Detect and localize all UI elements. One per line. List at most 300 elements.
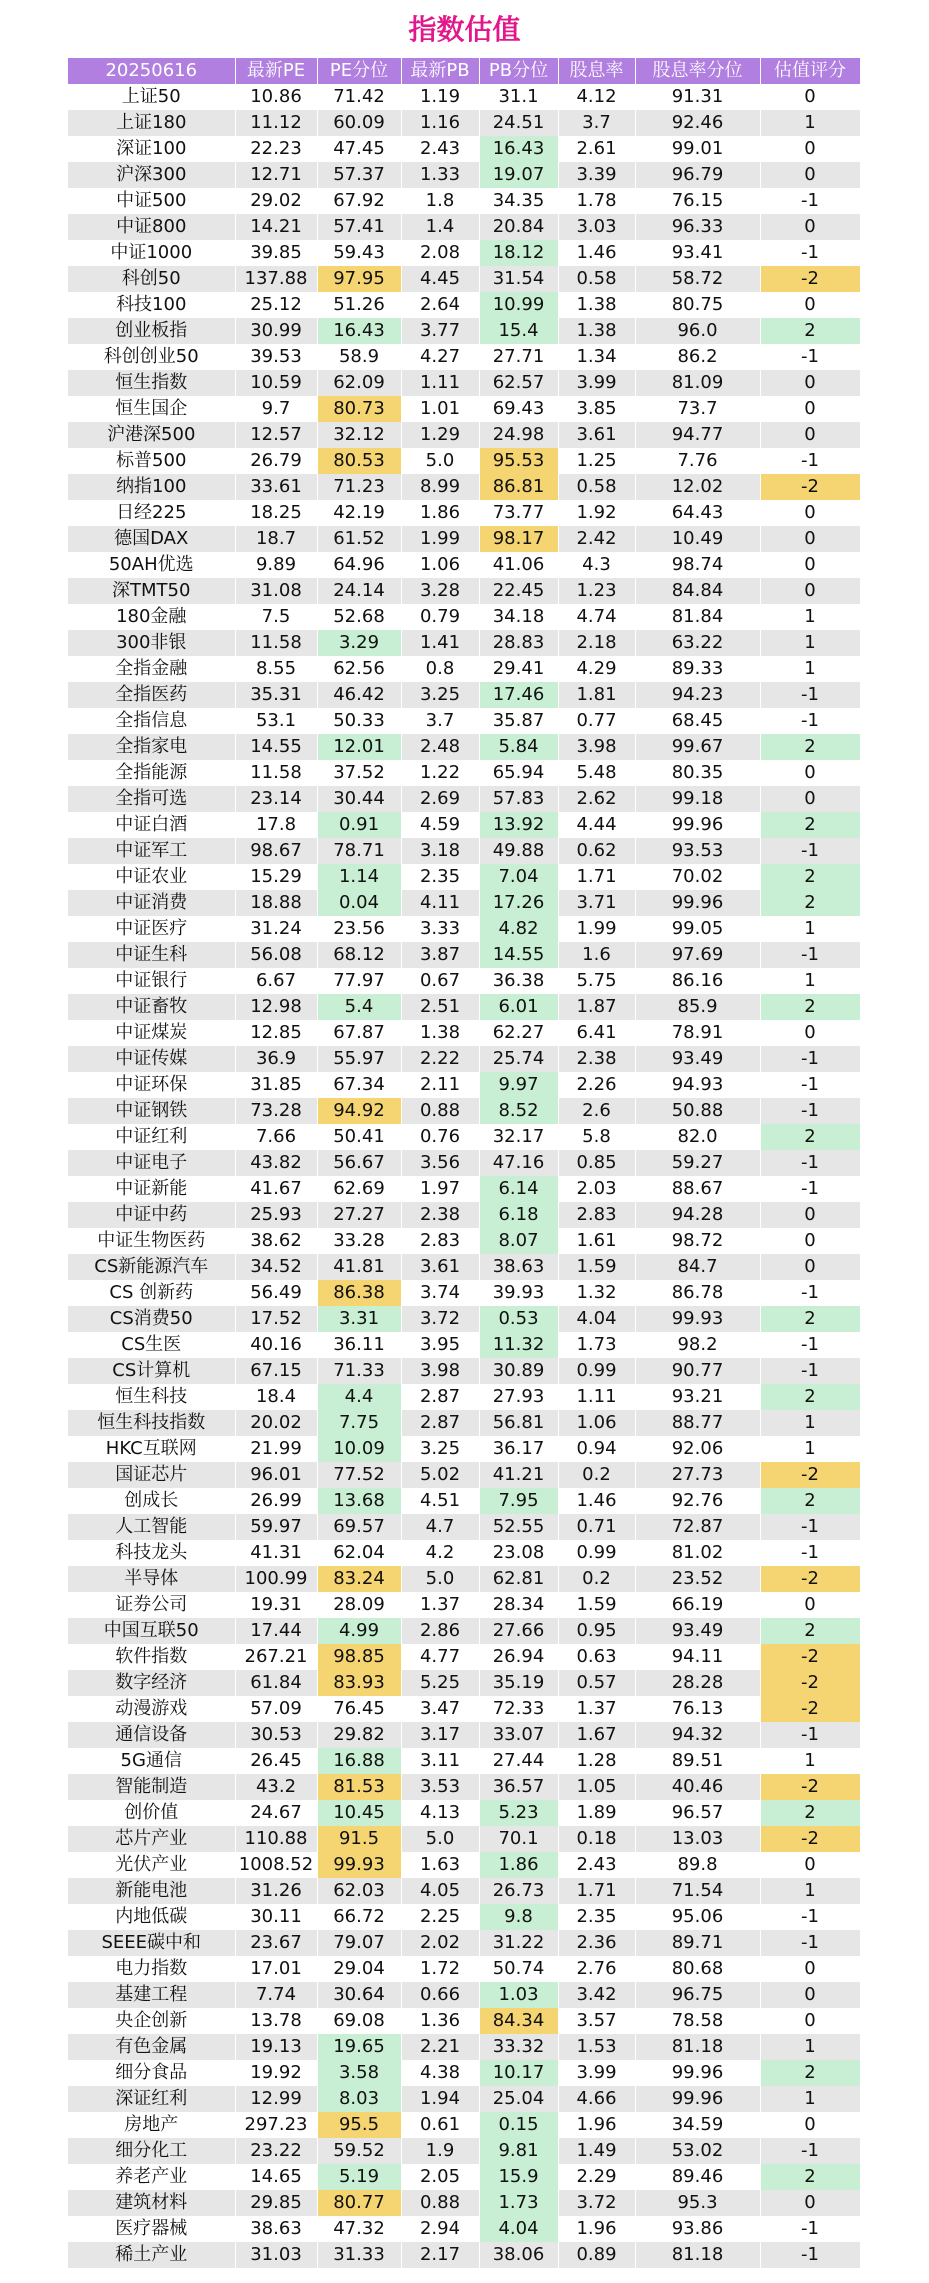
cell-latest-pb: 0.88 <box>401 1098 479 1124</box>
cell-dividend-yield-percentile: 80.35 <box>635 760 760 786</box>
cell-dividend-yield: 1.87 <box>558 994 635 1020</box>
cell-valuation-score: 0 <box>760 1228 860 1254</box>
table-row <box>68 994 860 1020</box>
cell-latest-pb: 1.33 <box>401 162 479 188</box>
cell-index-name: 细分化工 <box>68 2138 235 2164</box>
cell-latest-pb: 3.53 <box>401 1774 479 1800</box>
cell-latest-pe: 100.99 <box>235 1566 317 1592</box>
cell-pe-percentile: 55.97 <box>317 1046 401 1072</box>
cell-latest-pe: 23.14 <box>235 786 317 812</box>
table-row <box>68 1670 860 1696</box>
cell-valuation-score: -1 <box>760 1150 860 1176</box>
cell-latest-pb: 4.2 <box>401 1540 479 1566</box>
table-row <box>68 1124 860 1150</box>
cell-pb-percentile: 1.73 <box>479 2190 558 2216</box>
table-row <box>68 1930 860 1956</box>
cell-latest-pe: 67.15 <box>235 1358 317 1384</box>
cell-valuation-score: -2 <box>760 1670 860 1696</box>
cell-pb-percentile: 57.83 <box>479 786 558 812</box>
cell-dividend-yield-percentile: 80.75 <box>635 292 760 318</box>
cell-dividend-yield-percentile: 96.57 <box>635 1800 760 1826</box>
cell-latest-pb: 2.02 <box>401 1930 479 1956</box>
cell-index-name: 全指医药 <box>68 682 235 708</box>
cell-pe-percentile: 97.95 <box>317 266 401 292</box>
cell-dividend-yield-percentile: 97.69 <box>635 942 760 968</box>
cell-valuation-score: -1 <box>760 2216 860 2242</box>
cell-pe-percentile: 98.85 <box>317 1644 401 1670</box>
table-row <box>68 526 860 552</box>
cell-index-name: 创业板指 <box>68 318 235 344</box>
cell-pe-percentile: 3.29 <box>317 630 401 656</box>
cell-pb-percentile: 6.01 <box>479 994 558 1020</box>
cell-dividend-yield: 4.74 <box>558 604 635 630</box>
cell-latest-pb: 3.77 <box>401 318 479 344</box>
cell-dividend-yield-percentile: 63.22 <box>635 630 760 656</box>
cell-dividend-yield: 0.85 <box>558 1150 635 1176</box>
cell-index-name: 中证500 <box>68 188 235 214</box>
cell-dividend-yield: 1.46 <box>558 1488 635 1514</box>
cell-dividend-yield: 0.58 <box>558 266 635 292</box>
cell-pb-percentile: 23.08 <box>479 1540 558 1566</box>
cell-latest-pe: 7.74 <box>235 1982 317 2008</box>
table-row <box>68 1488 860 1514</box>
cell-index-name: 半导体 <box>68 1566 235 1592</box>
cell-pe-percentile: 59.43 <box>317 240 401 266</box>
cell-latest-pb: 2.05 <box>401 2164 479 2190</box>
table-row <box>68 136 860 162</box>
cell-index-name: 全指可选 <box>68 786 235 812</box>
table-row <box>68 1410 860 1436</box>
cell-dividend-yield-percentile: 7.76 <box>635 448 760 474</box>
table-row <box>68 942 860 968</box>
table-row <box>68 734 860 760</box>
cell-dividend-yield-percentile: 12.02 <box>635 474 760 500</box>
cell-pe-percentile: 77.52 <box>317 1462 401 1488</box>
cell-pe-percentile: 27.27 <box>317 1202 401 1228</box>
cell-pb-percentile: 35.87 <box>479 708 558 734</box>
cell-index-name: 日经225 <box>68 500 235 526</box>
cell-pb-percentile: 28.83 <box>479 630 558 656</box>
cell-latest-pe: 17.01 <box>235 1956 317 1982</box>
cell-pe-percentile: 64.96 <box>317 552 401 578</box>
cell-latest-pb: 4.13 <box>401 1800 479 1826</box>
cell-dividend-yield-percentile: 99.18 <box>635 786 760 812</box>
cell-index-name: 光伏产业 <box>68 1852 235 1878</box>
cell-dividend-yield-percentile: 93.86 <box>635 2216 760 2242</box>
cell-pe-percentile: 32.12 <box>317 422 401 448</box>
cell-latest-pe: 12.71 <box>235 162 317 188</box>
cell-latest-pe: 11.58 <box>235 630 317 656</box>
cell-pe-percentile: 16.43 <box>317 318 401 344</box>
cell-dividend-yield: 1.96 <box>558 2112 635 2138</box>
cell-pb-percentile: 73.77 <box>479 500 558 526</box>
cell-dividend-yield-percentile: 96.79 <box>635 162 760 188</box>
cell-pe-percentile: 0.91 <box>317 812 401 838</box>
cell-pe-percentile: 50.41 <box>317 1124 401 1150</box>
cell-latest-pb: 3.28 <box>401 578 479 604</box>
cell-pe-percentile: 66.72 <box>317 1904 401 1930</box>
cell-dividend-yield: 1.73 <box>558 1332 635 1358</box>
cell-latest-pb: 0.79 <box>401 604 479 630</box>
cell-pb-percentile: 95.53 <box>479 448 558 474</box>
cell-valuation-score: -1 <box>760 1904 860 1930</box>
cell-dividend-yield: 0.95 <box>558 1618 635 1644</box>
cell-valuation-score: -2 <box>760 1826 860 1852</box>
cell-latest-pb: 3.25 <box>401 1436 479 1462</box>
cell-pb-percentile: 11.32 <box>479 1332 558 1358</box>
cell-latest-pe: 12.57 <box>235 422 317 448</box>
cell-latest-pe: 7.66 <box>235 1124 317 1150</box>
cell-index-name: 全指金融 <box>68 656 235 682</box>
cell-valuation-score: -1 <box>760 1072 860 1098</box>
cell-pb-percentile: 24.98 <box>479 422 558 448</box>
cell-latest-pe: 39.85 <box>235 240 317 266</box>
cell-pb-percentile: 18.12 <box>479 240 558 266</box>
cell-index-name: 中证800 <box>68 214 235 240</box>
cell-valuation-score: -1 <box>760 1280 860 1306</box>
cell-pb-percentile: 52.55 <box>479 1514 558 1540</box>
table-row <box>68 448 860 474</box>
cell-pb-percentile: 62.27 <box>479 1020 558 1046</box>
cell-index-name: 纳指100 <box>68 474 235 500</box>
cell-index-name: SEEE碳中和 <box>68 1930 235 1956</box>
cell-latest-pe: 40.16 <box>235 1332 317 1358</box>
cell-pe-percentile: 37.52 <box>317 760 401 786</box>
cell-dividend-yield: 1.71 <box>558 864 635 890</box>
cell-valuation-score: -1 <box>760 448 860 474</box>
table-row <box>68 2112 860 2138</box>
cell-pb-percentile: 0.15 <box>479 2112 558 2138</box>
cell-index-name: 中证生物医药 <box>68 1228 235 1254</box>
cell-pe-percentile: 8.03 <box>317 2086 401 2112</box>
cell-pb-percentile: 38.63 <box>479 1254 558 1280</box>
cell-dividend-yield-percentile: 93.49 <box>635 1618 760 1644</box>
cell-pb-percentile: 35.19 <box>479 1670 558 1696</box>
table-row <box>68 916 860 942</box>
cell-latest-pb: 1.36 <box>401 2008 479 2034</box>
cell-valuation-score: 0 <box>760 292 860 318</box>
cell-pe-percentile: 58.9 <box>317 344 401 370</box>
table-row <box>68 474 860 500</box>
cell-dividend-yield-percentile: 98.2 <box>635 1332 760 1358</box>
cell-index-name: HKC互联网 <box>68 1436 235 1462</box>
cell-valuation-score: 0 <box>760 2190 860 2216</box>
cell-latest-pb: 2.22 <box>401 1046 479 1072</box>
cell-valuation-score: 0 <box>760 526 860 552</box>
cell-valuation-score: 0 <box>760 422 860 448</box>
cell-latest-pb: 5.02 <box>401 1462 479 1488</box>
cell-dividend-yield-percentile: 90.77 <box>635 1358 760 1384</box>
cell-index-name: 稀土产业 <box>68 2242 235 2268</box>
cell-pe-percentile: 62.03 <box>317 1878 401 1904</box>
table-row <box>68 2190 860 2216</box>
table-row <box>68 1540 860 1566</box>
cell-pb-percentile: 0.53 <box>479 1306 558 1332</box>
cell-latest-pe: 38.62 <box>235 1228 317 1254</box>
cell-valuation-score: 2 <box>760 734 860 760</box>
cell-latest-pb: 1.29 <box>401 422 479 448</box>
cell-pe-percentile: 19.65 <box>317 2034 401 2060</box>
cell-index-name: 中证农业 <box>68 864 235 890</box>
cell-latest-pb: 3.25 <box>401 682 479 708</box>
cell-latest-pe: 6.67 <box>235 968 317 994</box>
cell-latest-pb: 4.7 <box>401 1514 479 1540</box>
cell-valuation-score: 0 <box>760 786 860 812</box>
cell-dividend-yield-percentile: 34.59 <box>635 2112 760 2138</box>
header-valuation-score: 估值评分 <box>760 58 860 84</box>
cell-pb-percentile: 8.07 <box>479 1228 558 1254</box>
cell-pe-percentile: 83.24 <box>317 1566 401 1592</box>
cell-dividend-yield-percentile: 40.46 <box>635 1774 760 1800</box>
table-row <box>68 2034 860 2060</box>
cell-latest-pe: 29.85 <box>235 2190 317 2216</box>
cell-pe-percentile: 57.41 <box>317 214 401 240</box>
cell-valuation-score: 0 <box>760 2112 860 2138</box>
cell-latest-pb: 4.51 <box>401 1488 479 1514</box>
cell-dividend-yield: 4.44 <box>558 812 635 838</box>
cell-dividend-yield: 1.89 <box>558 1800 635 1826</box>
cell-latest-pe: 30.99 <box>235 318 317 344</box>
cell-index-name: 创价值 <box>68 1800 235 1826</box>
cell-index-name: 新能电池 <box>68 1878 235 1904</box>
cell-dividend-yield-percentile: 91.31 <box>635 84 760 110</box>
cell-latest-pe: 30.53 <box>235 1722 317 1748</box>
cell-index-name: 中证煤炭 <box>68 1020 235 1046</box>
cell-pe-percentile: 4.4 <box>317 1384 401 1410</box>
header-pe-percentile: PE分位 <box>317 58 401 84</box>
cell-latest-pb: 5.25 <box>401 1670 479 1696</box>
table-row <box>68 864 860 890</box>
cell-latest-pe: 73.28 <box>235 1098 317 1124</box>
cell-dividend-yield: 3.7 <box>558 110 635 136</box>
cell-valuation-score: 0 <box>760 1852 860 1878</box>
table-row <box>68 370 860 396</box>
cell-dividend-yield-percentile: 99.01 <box>635 136 760 162</box>
cell-dividend-yield-percentile: 53.02 <box>635 2138 760 2164</box>
table-row <box>68 1098 860 1124</box>
cell-dividend-yield: 1.06 <box>558 1410 635 1436</box>
cell-pe-percentile: 29.04 <box>317 1956 401 1982</box>
cell-latest-pb: 2.87 <box>401 1384 479 1410</box>
cell-dividend-yield-percentile: 92.06 <box>635 1436 760 1462</box>
cell-latest-pb: 2.25 <box>401 1904 479 1930</box>
cell-latest-pb: 2.17 <box>401 2242 479 2268</box>
cell-dividend-yield-percentile: 94.93 <box>635 1072 760 1098</box>
cell-latest-pb: 1.94 <box>401 2086 479 2112</box>
cell-valuation-score: 0 <box>760 1202 860 1228</box>
cell-pe-percentile: 69.57 <box>317 1514 401 1540</box>
cell-pb-percentile: 6.18 <box>479 1202 558 1228</box>
cell-dividend-yield-percentile: 94.28 <box>635 1202 760 1228</box>
cell-latest-pb: 4.11 <box>401 890 479 916</box>
table-row <box>68 1904 860 1930</box>
table-row <box>68 786 860 812</box>
cell-latest-pb: 3.11 <box>401 1748 479 1774</box>
cell-dividend-yield: 2.43 <box>558 1852 635 1878</box>
cell-valuation-score: 1 <box>760 2086 860 2112</box>
cell-dividend-yield-percentile: 99.96 <box>635 812 760 838</box>
cell-dividend-yield-percentile: 89.33 <box>635 656 760 682</box>
cell-index-name: 标普500 <box>68 448 235 474</box>
cell-valuation-score: -2 <box>760 474 860 500</box>
cell-latest-pe: 11.12 <box>235 110 317 136</box>
table-row <box>68 1358 860 1384</box>
cell-valuation-score: -1 <box>760 1930 860 1956</box>
cell-dividend-yield: 0.62 <box>558 838 635 864</box>
cell-valuation-score: 0 <box>760 2008 860 2034</box>
cell-pb-percentile: 34.18 <box>479 604 558 630</box>
cell-dividend-yield: 1.34 <box>558 344 635 370</box>
cell-valuation-score: 0 <box>760 1254 860 1280</box>
cell-dividend-yield-percentile: 99.96 <box>635 2086 760 2112</box>
cell-pb-percentile: 86.81 <box>479 474 558 500</box>
cell-pe-percentile: 5.19 <box>317 2164 401 2190</box>
cell-index-name: 深证红利 <box>68 2086 235 2112</box>
cell-valuation-score: -1 <box>760 240 860 266</box>
cell-latest-pb: 2.69 <box>401 786 479 812</box>
cell-latest-pe: 59.97 <box>235 1514 317 1540</box>
cell-index-name: 沪港深500 <box>68 422 235 448</box>
cell-valuation-score: -1 <box>760 1514 860 1540</box>
table-header <box>68 58 860 84</box>
cell-index-name: 通信设备 <box>68 1722 235 1748</box>
cell-dividend-yield: 2.03 <box>558 1176 635 1202</box>
cell-valuation-score: -1 <box>760 682 860 708</box>
cell-dividend-yield: 4.3 <box>558 552 635 578</box>
cell-valuation-score: 1 <box>760 1436 860 1462</box>
cell-dividend-yield: 2.35 <box>558 1904 635 1930</box>
cell-dividend-yield: 2.83 <box>558 1202 635 1228</box>
cell-latest-pb: 1.11 <box>401 370 479 396</box>
cell-latest-pb: 3.72 <box>401 1306 479 1332</box>
cell-pe-percentile: 71.42 <box>317 84 401 110</box>
cell-pb-percentile: 30.89 <box>479 1358 558 1384</box>
cell-dividend-yield-percentile: 27.73 <box>635 1462 760 1488</box>
cell-latest-pb: 2.51 <box>401 994 479 1020</box>
cell-pe-percentile: 86.38 <box>317 1280 401 1306</box>
cell-pe-percentile: 62.09 <box>317 370 401 396</box>
cell-dividend-yield: 0.2 <box>558 1462 635 1488</box>
cell-dividend-yield-percentile: 50.88 <box>635 1098 760 1124</box>
cell-dividend-yield-percentile: 94.32 <box>635 1722 760 1748</box>
cell-latest-pb: 2.86 <box>401 1618 479 1644</box>
cell-index-name: 细分食品 <box>68 2060 235 2086</box>
cell-pe-percentile: 62.04 <box>317 1540 401 1566</box>
cell-dividend-yield-percentile: 13.03 <box>635 1826 760 1852</box>
cell-latest-pb: 2.43 <box>401 136 479 162</box>
cell-dividend-yield-percentile: 58.72 <box>635 266 760 292</box>
table-row <box>68 2138 860 2164</box>
cell-dividend-yield: 0.2 <box>558 1566 635 1592</box>
cell-dividend-yield-percentile: 88.77 <box>635 1410 760 1436</box>
cell-dividend-yield: 2.76 <box>558 1956 635 1982</box>
cell-latest-pb: 3.61 <box>401 1254 479 1280</box>
cell-index-name: 智能制造 <box>68 1774 235 1800</box>
cell-dividend-yield-percentile: 68.45 <box>635 708 760 734</box>
cell-index-name: 50AH优选 <box>68 552 235 578</box>
cell-latest-pe: 53.1 <box>235 708 317 734</box>
cell-latest-pe: 25.93 <box>235 1202 317 1228</box>
cell-pb-percentile: 26.73 <box>479 1878 558 1904</box>
table-row <box>68 682 860 708</box>
cell-index-name: 有色金属 <box>68 2034 235 2060</box>
cell-latest-pe: 17.8 <box>235 812 317 838</box>
cell-index-name: 证券公司 <box>68 1592 235 1618</box>
cell-pe-percentile: 52.68 <box>317 604 401 630</box>
cell-latest-pe: 26.99 <box>235 1488 317 1514</box>
cell-pb-percentile: 10.99 <box>479 292 558 318</box>
cell-pe-percentile: 67.87 <box>317 1020 401 1046</box>
cell-index-name: 全指能源 <box>68 760 235 786</box>
cell-pe-percentile: 23.56 <box>317 916 401 942</box>
cell-dividend-yield: 3.72 <box>558 2190 635 2216</box>
cell-pe-percentile: 50.33 <box>317 708 401 734</box>
table-row <box>68 240 860 266</box>
cell-valuation-score: 0 <box>760 1956 860 1982</box>
cell-pe-percentile: 62.69 <box>317 1176 401 1202</box>
cell-pb-percentile: 36.38 <box>479 968 558 994</box>
cell-pb-percentile: 7.04 <box>479 864 558 890</box>
cell-valuation-score: -2 <box>760 1462 860 1488</box>
table-row <box>68 708 860 734</box>
cell-latest-pb: 2.94 <box>401 2216 479 2242</box>
cell-pb-percentile: 41.21 <box>479 1462 558 1488</box>
cell-latest-pe: 30.11 <box>235 1904 317 1930</box>
cell-pe-percentile: 71.23 <box>317 474 401 500</box>
cell-valuation-score: -1 <box>760 838 860 864</box>
table-row <box>68 84 860 110</box>
cell-latest-pb: 1.37 <box>401 1592 479 1618</box>
cell-latest-pe: 57.09 <box>235 1696 317 1722</box>
cell-latest-pb: 1.9 <box>401 2138 479 2164</box>
cell-latest-pb: 2.64 <box>401 292 479 318</box>
cell-pe-percentile: 94.92 <box>317 1098 401 1124</box>
cell-pb-percentile: 4.04 <box>479 2216 558 2242</box>
table-row <box>68 1852 860 1878</box>
cell-latest-pe: 18.4 <box>235 1384 317 1410</box>
table-row <box>68 604 860 630</box>
cell-dividend-yield: 0.58 <box>558 474 635 500</box>
cell-latest-pe: 14.21 <box>235 214 317 240</box>
cell-latest-pb: 4.05 <box>401 1878 479 1904</box>
cell-dividend-yield: 3.85 <box>558 396 635 422</box>
cell-valuation-score: 1 <box>760 2034 860 2060</box>
cell-dividend-yield-percentile: 99.96 <box>635 890 760 916</box>
cell-pe-percentile: 80.77 <box>317 2190 401 2216</box>
cell-index-name: 央企创新 <box>68 2008 235 2034</box>
cell-pe-percentile: 47.32 <box>317 2216 401 2242</box>
cell-pb-percentile: 29.41 <box>479 656 558 682</box>
cell-pe-percentile: 7.75 <box>317 1410 401 1436</box>
cell-pe-percentile: 67.92 <box>317 188 401 214</box>
table-row <box>68 1956 860 1982</box>
table-row <box>68 1826 860 1852</box>
cell-pb-percentile: 20.84 <box>479 214 558 240</box>
cell-pe-percentile: 81.53 <box>317 1774 401 1800</box>
cell-latest-pe: 19.13 <box>235 2034 317 2060</box>
cell-valuation-score: 0 <box>760 578 860 604</box>
cell-index-name: 养老产业 <box>68 2164 235 2190</box>
table-row <box>68 1566 860 1592</box>
cell-valuation-score: 2 <box>760 1384 860 1410</box>
cell-dividend-yield: 3.42 <box>558 1982 635 2008</box>
cell-latest-pb: 4.77 <box>401 1644 479 1670</box>
cell-pe-percentile: 77.97 <box>317 968 401 994</box>
table-row <box>68 2216 860 2242</box>
cell-dividend-yield: 0.18 <box>558 1826 635 1852</box>
header-dividend-yield: 股息率 <box>558 58 635 84</box>
cell-index-name: 5G通信 <box>68 1748 235 1774</box>
